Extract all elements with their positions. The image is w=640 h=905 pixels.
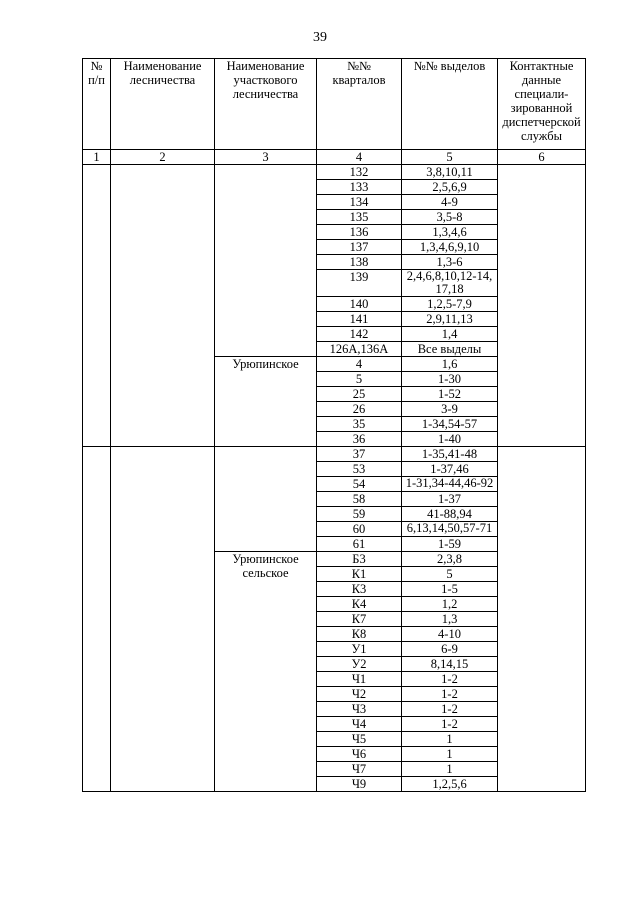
cell-row-number <box>83 447 111 792</box>
cell-allotments: 1,3-6 <box>402 255 498 270</box>
column-number: 1 <box>83 150 111 165</box>
cell-allotments: 2,4,6,8,10,12-14, 17,18 <box>402 270 498 297</box>
column-number: 5 <box>402 150 498 165</box>
cell-allotments: 1-37 <box>402 492 498 507</box>
cell-quarter: 61 <box>317 537 402 552</box>
cell-quarter: У2 <box>317 657 402 672</box>
cell-row-number <box>83 165 111 447</box>
column-number: 2 <box>111 150 215 165</box>
header-number: № п/п <box>83 59 111 150</box>
column-number: 3 <box>215 150 317 165</box>
cell-quarter: 132 <box>317 165 402 180</box>
cell-quarter: К7 <box>317 612 402 627</box>
cell-allotments: 41-88,94 <box>402 507 498 522</box>
cell-quarter: 137 <box>317 240 402 255</box>
cell-allotments: Все выделы <box>402 342 498 357</box>
cell-allotments: 6,13,14,50,57-71 <box>402 522 498 537</box>
cell-quarter: 135 <box>317 210 402 225</box>
cell-quarter: Ч9 <box>317 777 402 792</box>
cell-district-forestry <box>215 165 317 357</box>
cell-quarter: 140 <box>317 297 402 312</box>
cell-allotments: 1-2 <box>402 672 498 687</box>
table-body <box>83 165 586 792</box>
cell-allotments: 6-9 <box>402 642 498 657</box>
cell-allotments: 1-2 <box>402 702 498 717</box>
cell-allotments: 1-30 <box>402 372 498 387</box>
cell-quarter: 5 <box>317 372 402 387</box>
cell-quarter: 136 <box>317 225 402 240</box>
cell-quarter: 25 <box>317 387 402 402</box>
cell-allotments: 2,9,11,13 <box>402 312 498 327</box>
cell-allotments: 2,5,6,9 <box>402 180 498 195</box>
cell-allotments: 1-5 <box>402 582 498 597</box>
cell-allotments: 1-31,34-44,46-92 <box>402 477 498 492</box>
cell-quarter: У1 <box>317 642 402 657</box>
cell-allotments: 1-34,54-57 <box>402 417 498 432</box>
cell-quarter: 141 <box>317 312 402 327</box>
cell-allotments: 1-37,46 <box>402 462 498 477</box>
cell-quarter: 4 <box>317 357 402 372</box>
cell-district-forestry: Урюпинское сельское <box>215 552 317 792</box>
cell-quarter: К8 <box>317 627 402 642</box>
cell-quarter: 54 <box>317 477 402 492</box>
table-row <box>83 165 586 180</box>
header-forestry-name: Наименование лесничества <box>111 59 215 150</box>
cell-allotments: 1-2 <box>402 717 498 732</box>
cell-quarter: 60 <box>317 522 402 537</box>
cell-allotments: 4-10 <box>402 627 498 642</box>
cell-allotments: 1-35,41-48 <box>402 447 498 462</box>
cell-allotments: 5 <box>402 567 498 582</box>
cell-quarter: Ч5 <box>317 732 402 747</box>
cell-quarter: 36 <box>317 432 402 447</box>
cell-forestry-name <box>111 447 215 792</box>
page-number: 39 <box>313 30 327 45</box>
cell-allotments: 1 <box>402 762 498 777</box>
cell-quarter: 126А,136А <box>317 342 402 357</box>
cell-allotments: 1,6 <box>402 357 498 372</box>
cell-quarter: К4 <box>317 597 402 612</box>
cell-allotments: 1 <box>402 732 498 747</box>
cell-quarter: Ч6 <box>317 747 402 762</box>
cell-quarter: 26 <box>317 402 402 417</box>
header-allotments: №№ выделов <box>402 59 498 150</box>
cell-allotments: 1,3 <box>402 612 498 627</box>
cell-quarter: 58 <box>317 492 402 507</box>
table-row <box>83 447 586 462</box>
cell-quarter: Ч3 <box>317 702 402 717</box>
column-number: 6 <box>498 150 586 165</box>
cell-allotments: 1-2 <box>402 687 498 702</box>
column-number: 4 <box>317 150 402 165</box>
cell-quarter: 53 <box>317 462 402 477</box>
cell-allotments: 1,3,4,6 <box>402 225 498 240</box>
cell-quarter: К3 <box>317 582 402 597</box>
cell-allotments: 4-9 <box>402 195 498 210</box>
cell-quarter: 37 <box>317 447 402 462</box>
cell-allotments: 3-9 <box>402 402 498 417</box>
cell-allotments: 1,2,5-7,9 <box>402 297 498 312</box>
cell-quarter: 139 <box>317 270 402 297</box>
cell-allotments: 1,2 <box>402 597 498 612</box>
cell-quarter: 134 <box>317 195 402 210</box>
cell-allotments: 3,5-8 <box>402 210 498 225</box>
cell-allotments: 1-59 <box>402 537 498 552</box>
cell-district-forestry: Урюпинское <box>215 357 317 447</box>
cell-quarter: Ч1 <box>317 672 402 687</box>
cell-quarter: К1 <box>317 567 402 582</box>
header-district-forestry-name: Наименование участкового лесничества <box>215 59 317 150</box>
header-row <box>83 59 586 150</box>
forestry-table <box>82 58 586 792</box>
cell-forestry-name <box>111 165 215 447</box>
cell-contacts <box>498 165 586 447</box>
cell-allotments: 3,8,10,11 <box>402 165 498 180</box>
header-quarters: №№ кварталов <box>317 59 402 150</box>
header-contacts: Контактные данные специали-зированной диспетчерской службы <box>498 59 586 150</box>
cell-district-forestry <box>215 447 317 552</box>
cell-allotments: 1-40 <box>402 432 498 447</box>
cell-allotments: 1,3,4,6,9,10 <box>402 240 498 255</box>
cell-quarter: Б3 <box>317 552 402 567</box>
cell-quarter: Ч2 <box>317 687 402 702</box>
cell-contacts <box>498 447 586 792</box>
cell-quarter: 59 <box>317 507 402 522</box>
cell-allotments: 1,4 <box>402 327 498 342</box>
cell-allotments: 1 <box>402 747 498 762</box>
column-number-row <box>83 150 586 165</box>
cell-quarter: 142 <box>317 327 402 342</box>
cell-quarter: Ч7 <box>317 762 402 777</box>
cell-quarter: 133 <box>317 180 402 195</box>
cell-allotments: 1,2,5,6 <box>402 777 498 792</box>
cell-allotments: 2,3,8 <box>402 552 498 567</box>
cell-quarter: 138 <box>317 255 402 270</box>
cell-allotments: 1-52 <box>402 387 498 402</box>
cell-quarter: Ч4 <box>317 717 402 732</box>
cell-allotments: 8,14,15 <box>402 657 498 672</box>
cell-quarter: 35 <box>317 417 402 432</box>
